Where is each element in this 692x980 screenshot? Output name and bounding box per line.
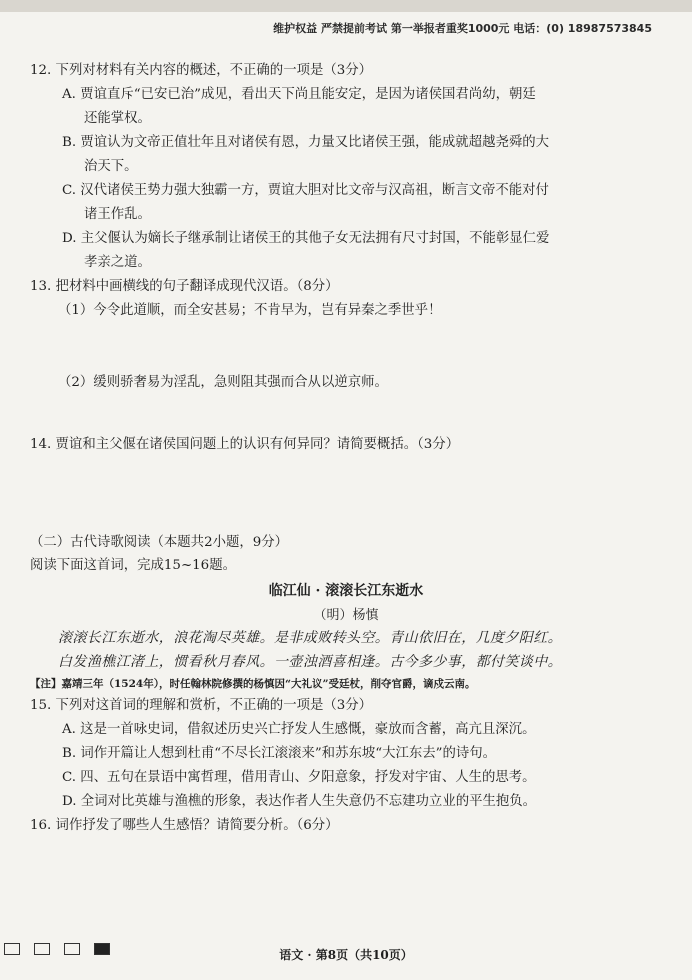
q16-stem: 16. 词作抒发了哪些人生感悟？请简要分析。（6分） — [30, 818, 339, 833]
section-intro: 阅读下面这首词，完成15~16题。 — [30, 558, 236, 573]
q12-option-d-cont: 孝亲之道。 — [84, 255, 151, 270]
q12-option-d: D. 主父偃认为嫡长子继承制让诸侯王的其他子女无法拥有尺寸封国，不能彰显仁爱 — [62, 231, 550, 246]
top-edge — [0, 0, 692, 12]
q15-option-b: B. 词作开篇让人想到杜甫“不尽长江滚滚来”和苏东坡“大江东去”的诗句。 — [62, 746, 497, 761]
q12-option-b-cont: 治天下。 — [84, 159, 138, 174]
q12-stem: 12. 下列对材料有关内容的概述，不正确的一项是（3分） — [30, 63, 373, 78]
q15-stem: 15. 下列对这首词的理解和赏析，不正确的一项是（3分） — [30, 698, 373, 713]
q13-stem: 13. 把材料中画横线的句子翻译成现代汉语。（8分） — [30, 279, 339, 294]
page-header: 维护权益 严禁提前考试 第一举报者重奖1000元 电话：(0) 18987573845 — [273, 22, 652, 35]
q12-option-c: C. 汉代诸侯王势力强大独霸一方，贾谊大胆对比文帝与汉高祖，断言文帝不能对付 — [62, 183, 549, 198]
poem-line-2: 白发渔樵江渚上，惯看秋月春风。一壶浊酒喜相逢。古今多少事，都付笑谈中。 — [58, 654, 562, 670]
poem-line-1: 滚滚长江东逝水，浪花淘尽英雄。是非成败转头空。青山依旧在，几度夕阳红。 — [58, 630, 562, 646]
q12-option-a: A. 贾谊直斥“已安已治”成见，看出天下尚且能安定，是因为诸侯国君尚幼，朝廷 — [62, 87, 536, 102]
q12-option-a-cont: 还能掌权。 — [84, 111, 151, 126]
poem-author: （明）杨慎 — [313, 608, 379, 623]
poem-title: 临江仙 · 滚滚长江东逝水 — [268, 583, 424, 599]
q15-option-a: A. 这是一首咏史词，借叙述历史兴亡抒发人生感慨，豪放而含蓄，高亢且深沉。 — [62, 722, 536, 737]
page-footer: 语文 · 第8页（共10页） — [279, 948, 413, 962]
q12-option-c-cont: 诸王作乱。 — [84, 207, 151, 222]
q14-stem: 14. 贾谊和主父偃在诸侯国问题上的认识有何异同？请简要概括。（3分） — [30, 437, 460, 452]
poem-note: 【注】嘉靖三年（1524年），时任翰林院修撰的杨慎因“大礼议”受廷杖，削夺官爵，谪戍云南。 — [30, 678, 476, 690]
q12-option-b: B. 贾谊认为文帝正值壮年且对诸侯有恩，力量又比诸侯王强，能成就超越尧舜的大 — [62, 135, 550, 150]
q15-option-c: C. 四、五句在景语中寓哲理，借用青山、夕阳意象，抒发对宇宙、人生的思考。 — [62, 770, 536, 785]
section-heading: （二）古代诗歌阅读（本题共2小题，9分） — [30, 535, 289, 550]
q15-option-d: D. 全词对比英雄与渔樵的形象，表达作者人生失意仍不忘建功立业的平生抱负。 — [62, 794, 537, 809]
q13-sentence-1: （1）今令此道顺，而全安甚易；不肯早为，岂有异秦之季世乎！ — [58, 303, 442, 318]
q13-sentence-2: （2）缓则骄奢易为淫乱，急则阻其强而合从以逆京师。 — [58, 375, 388, 390]
